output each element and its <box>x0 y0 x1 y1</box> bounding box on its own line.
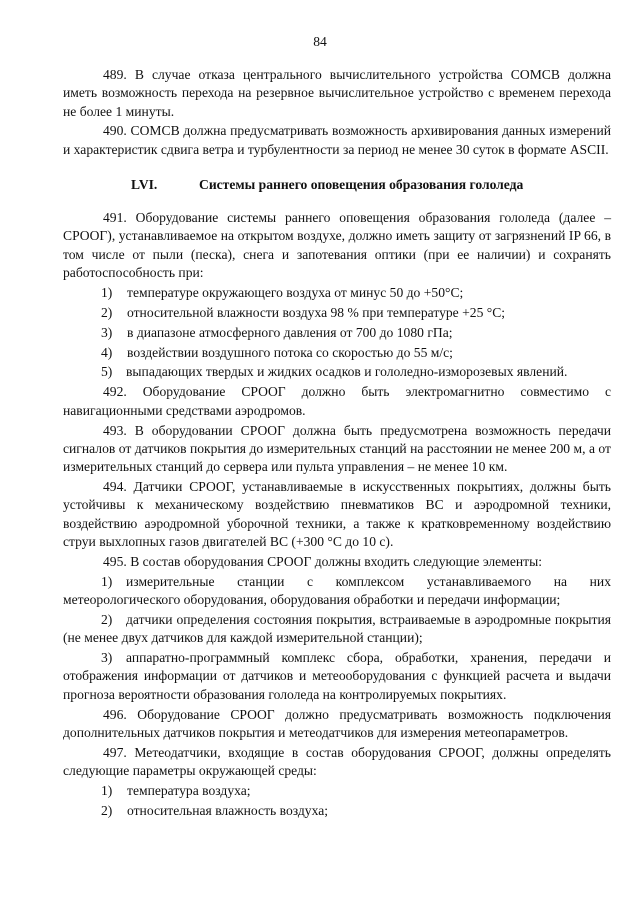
list-497 <box>63 782 611 820</box>
paragraph-495: 495. В состав оборудования СРООГ должны входить следующие элементы: <box>103 553 542 569</box>
list-item <box>63 304 611 322</box>
list-item <box>63 344 611 362</box>
list-item-number: 2) <box>101 802 113 818</box>
list-item-text: выпадающих твердых и жидких осадков и гололедно-изморозевых явлений. <box>126 364 568 380</box>
list-item-text: температуре окружающего воздуха от минус 50 до +50°С; <box>127 284 464 300</box>
list-item-number: 4) <box>101 344 113 360</box>
paragraph-489: 489. В случае отказа центрального вычислительного устройства СОМСВ должна иметь возможность перехода на резервное вычислительное устройство с временем перехода не более 1 минуты. <box>63 67 611 119</box>
list-item-text: в диапазоне атмосферного давления от 700 до 1080 гПа; <box>127 324 453 340</box>
list-item-text: относительной влажности воздуха 98 % при температуре +25 °С; <box>127 304 506 320</box>
section-number: LVI. <box>131 177 158 193</box>
list-item-text: измерительные станции с комплексом устанавливаемого на них метеорологического оборудования, оборудования обработки и передачи информации; <box>63 573 611 607</box>
list-item-text: аппаратно-программный комплекс сбора, обработки, хранения, передачи и отображения информации от датчиков и метеооборудования с функцией расчета и выдачи прогноза вероятности образования гололеда на контролируемых покрытиях. <box>63 650 611 702</box>
list-item-number: 1) <box>101 573 113 589</box>
paragraph-493: 493. В оборудовании СРООГ должна быть предусмотрена возможность передачи сигналов от датчиков покрытия до измерительных станций на расстоянии не менее 200 м, а от измерительных станций до сервера или пульта управления – не менее 10 км. <box>63 422 611 475</box>
list-item-text: относительная влажность воздуха; <box>127 802 329 818</box>
list-item <box>63 363 611 381</box>
document-body <box>63 66 611 822</box>
section-heading <box>63 176 611 194</box>
list-item-text: воздействии воздушного потока со скоростью до 55 м/с; <box>127 344 453 360</box>
list-item <box>63 611 611 648</box>
page-number: 84 <box>313 34 327 49</box>
list-item-text: температура воздуха; <box>127 782 251 798</box>
list-item <box>63 649 611 704</box>
list-item-number: 2) <box>101 611 113 627</box>
list-item <box>63 782 611 800</box>
list-495 <box>63 573 611 704</box>
paragraph-490: 490. СОМСВ должна предусматривать возможность архивирования данных измерений и характеристик сдвига ветра и турбулентности за период не менее 30 суток в формате ASCII. <box>63 123 611 157</box>
list-item-number: 2) <box>101 304 113 320</box>
list-item-text: датчики определения состояния покрытия, встраиваемые в аэродромные покрытия (не менее двух датчиков для каждой измерительной станции); <box>63 611 611 646</box>
list-item-number: 1) <box>101 782 113 798</box>
list-item-number: 1) <box>101 284 113 300</box>
paragraph-491: 491. Оборудование системы раннего оповещения образования гололеда (далее – СРООГ), устанавливаемое на открытом воздухе, должно иметь защиту от загрязнений IP 66, в том числе от пыли (песка), снега и запотевания оптики (при ее наличии) и сохранять работоспособность при: <box>63 210 611 280</box>
list-item <box>63 802 611 820</box>
paragraph-497: 497. Метеодатчики, входящие в состав оборудования СРООГ, должны определять следующие параметры окружающей среды: <box>63 744 611 778</box>
list-491 <box>63 284 611 382</box>
paragraph-494: 494. Датчики СРООГ, устанавливаемые в искусственных покрытиях, должны быть устойчивы к механическому воздействию пневматиков ВС и аэродромной техники, воздействию аэродромной уборочной техники, а также к кратковременному воздействию струи выхлопных газов двигателей ВС (+300 °С до 10 с). <box>63 478 611 549</box>
list-item <box>63 284 611 302</box>
section-title: Системы раннего оповещения образования гололеда <box>199 177 524 193</box>
list-item <box>63 573 611 610</box>
list-item <box>63 324 611 342</box>
paragraph-496: 496. Оборудование СРООГ должно предусматривать возможность подключения дополнительных датчиков покрытия и метеодатчиков для измерения метеопараметров. <box>63 706 611 740</box>
list-item-number: 5) <box>101 364 113 380</box>
list-item-number: 3) <box>101 650 113 666</box>
paragraph-492: 492. Оборудование СРООГ должно быть электромагнитно совместимо с навигационными средствами аэродромов. <box>63 384 611 418</box>
list-item-number: 3) <box>101 324 113 340</box>
